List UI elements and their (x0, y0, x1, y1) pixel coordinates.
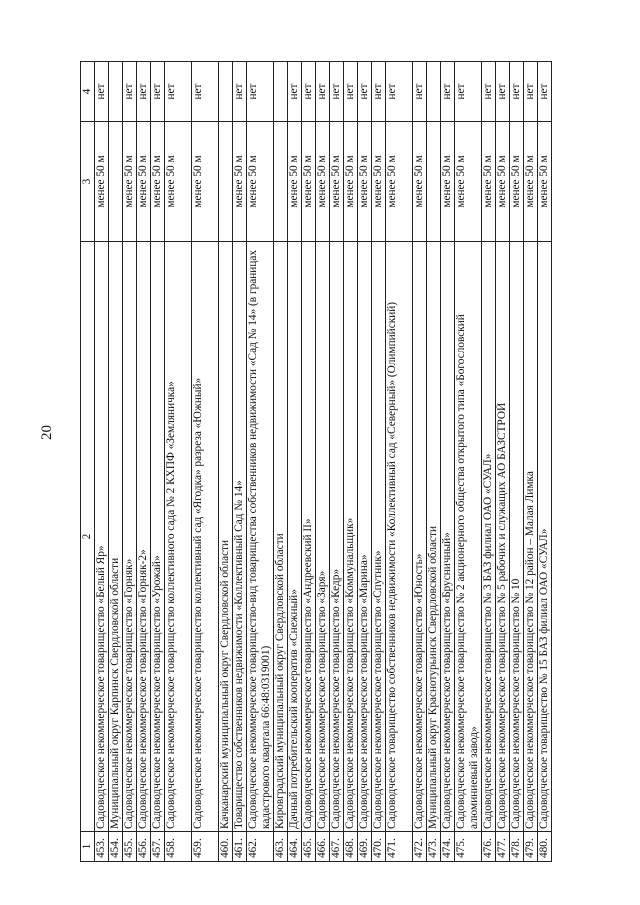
table-row (524, 62, 538, 862)
row-distance: менее 50 м (302, 122, 316, 242)
row-flag: нет (316, 62, 330, 122)
row-number: 470. (372, 832, 386, 862)
row-flag (109, 62, 123, 122)
row-name: Садоводческое некоммерческое товарищество № 10 (510, 242, 524, 832)
table-row (455, 62, 482, 862)
row-name: Садоводческое некоммерческое товарищество «Брусничный» (441, 242, 455, 832)
row-number: 455. (123, 832, 137, 862)
table-row (538, 62, 552, 862)
row-number: 472. (413, 832, 427, 862)
table-row (441, 62, 455, 862)
section-row (219, 62, 233, 862)
row-distance (219, 122, 233, 242)
row-number: 471. (386, 832, 413, 862)
table-row (413, 62, 427, 862)
table-row (137, 62, 151, 862)
row-distance: менее 50 м (151, 122, 165, 242)
row-number: 476. (482, 832, 496, 862)
table-row (302, 62, 316, 862)
row-distance: менее 50 м (455, 122, 482, 242)
row-flag: нет (482, 62, 496, 122)
row-flag: нет (151, 62, 165, 122)
row-flag: нет (358, 62, 372, 122)
row-flag: нет (330, 62, 344, 122)
row-flag: нет (455, 62, 482, 122)
row-name: Садоводческое некоммерческое товарищество коллективного сада № 2 КХПФ «Земляничка» (165, 242, 192, 832)
row-distance: менее 50 м (413, 122, 427, 242)
row-distance: менее 50 м (386, 122, 413, 242)
header-col-4: 4 (81, 62, 95, 122)
row-flag: нет (288, 62, 302, 122)
table-row (247, 62, 274, 862)
table-row (358, 62, 372, 862)
row-name: Садоводческое некоммерческое товарищество «Коммунальщик» (344, 242, 358, 832)
row-distance: менее 50 м (358, 122, 372, 242)
row-number: 460. (219, 832, 233, 862)
row-flag: нет (233, 62, 247, 122)
row-flag: нет (538, 62, 552, 122)
table-row (496, 62, 510, 862)
row-number: 465. (302, 832, 316, 862)
table-row (165, 62, 192, 862)
table-row (192, 62, 219, 862)
row-flag (427, 62, 441, 122)
table-row (123, 62, 137, 862)
row-name: Муниципальный округ Карпинск Свердловской области (109, 242, 123, 832)
row-name: Садоводческое некоммерческое товарищество «Белый Яр» (95, 242, 109, 832)
row-name: Садоводческое товарищество собственников недвижимости «Коллективный сад «Северный» (Олимпийский) (386, 242, 413, 832)
row-name: Садоводческое некоммерческое товарищество «Горняк» (123, 242, 137, 832)
row-flag: нет (386, 62, 413, 122)
row-number: 475. (455, 832, 482, 862)
row-number: 468. (344, 832, 358, 862)
row-name: Садоводческое некоммерческое товарищество № 12 район – Малая Лимка (524, 242, 538, 832)
row-distance: менее 50 м (524, 122, 538, 242)
row-distance: менее 50 м (510, 122, 524, 242)
table-row (316, 62, 330, 862)
row-flag: нет (95, 62, 109, 122)
row-flag: нет (510, 62, 524, 122)
row-number: 479. (524, 832, 538, 862)
row-flag: нет (441, 62, 455, 122)
row-number: 477. (496, 832, 510, 862)
row-distance: менее 50 м (288, 122, 302, 242)
row-flag: нет (302, 62, 316, 122)
row-name: Садоводческое некоммерческое товарищество «Юность» (413, 242, 427, 832)
row-number: 459. (192, 832, 219, 862)
row-distance: менее 50 м (192, 122, 219, 242)
row-number: 456. (137, 832, 151, 862)
row-distance: менее 50 м (482, 122, 496, 242)
row-number: 480. (538, 832, 552, 862)
row-distance: менее 50 м (344, 122, 358, 242)
table-row (288, 62, 302, 862)
row-name: Качканарский муниципальный округ Свердловской области (219, 242, 233, 832)
row-number: 466. (316, 832, 330, 862)
table-row (95, 62, 109, 862)
row-name: Садоводческое некоммерческое товарищество «Кедр» (330, 242, 344, 832)
table-row (344, 62, 358, 862)
row-name: Садоводческое некоммерческое товарищество-вид товарищества собственников недвижимости «Сад № 14» (в границах кадастрового квартала 66:48:0319001) (247, 242, 274, 832)
row-flag: нет (137, 62, 151, 122)
row-name: Садоводческое некоммерческое товарищество № 2 акционерного общества открытого типа «Богословский алюминиевый завод» (455, 242, 482, 832)
garden-partnerships-table (80, 61, 552, 862)
row-flag: нет (524, 62, 538, 122)
table-row (386, 62, 413, 862)
row-name: Садоводческое некоммерческое товарищество № 3 БАЗ филиал ОАО «СУАЛ» (482, 242, 496, 832)
row-number: 467. (330, 832, 344, 862)
row-number: 454. (109, 832, 123, 862)
section-row (109, 62, 123, 862)
row-number: 478. (510, 832, 524, 862)
row-flag: нет (372, 62, 386, 122)
row-distance: менее 50 м (316, 122, 330, 242)
row-name: Садоводческое некоммерческое товарищество «Марина» (358, 242, 372, 832)
row-distance: менее 50 м (95, 122, 109, 242)
row-name: Садоводческое некоммерческое товарищество № 5 рабочих и служащих АО БАЗСТРОЙ (496, 242, 510, 832)
row-flag: нет (496, 62, 510, 122)
row-distance: менее 50 м (441, 122, 455, 242)
row-distance: менее 50 м (496, 122, 510, 242)
row-flag (274, 62, 288, 122)
row-distance: менее 50 м (330, 122, 344, 242)
row-number: 474. (441, 832, 455, 862)
table-header-row (81, 62, 95, 862)
row-name: Садоводческое некоммерческое товарищество «Спутник» (372, 242, 386, 832)
header-col-2: 2 (81, 242, 95, 832)
row-flag: нет (123, 62, 137, 122)
row-flag: нет (247, 62, 274, 122)
row-number: 469. (358, 832, 372, 862)
row-distance: менее 50 м (538, 122, 552, 242)
row-number: 462. (247, 832, 274, 862)
row-name: Товарищество собственников недвижимости «Коллективный Сад № 14» (233, 242, 247, 832)
row-flag: нет (165, 62, 192, 122)
row-name: Садоводческое некоммерческое товарищество «Горняк-2» (137, 242, 151, 832)
header-col-3: 3 (81, 122, 95, 242)
header-col-1: 1 (81, 832, 95, 862)
row-name: Садоводческое товарищество № 15 БАЗ филиал ОАО «СУАЛ» (538, 242, 552, 832)
table-body (95, 62, 552, 862)
table-row (233, 62, 247, 862)
table-row (372, 62, 386, 862)
row-distance (427, 122, 441, 242)
row-name: Кировградский муниципальный округ Свердловской области (274, 242, 288, 832)
row-number: 461. (233, 832, 247, 862)
row-name: Садоводческое некоммерческое товарищество коллективный сад «Ягодка» разреза «Южный» (192, 242, 219, 832)
row-number: 464. (288, 832, 302, 862)
row-flag: нет (413, 62, 427, 122)
table-row (330, 62, 344, 862)
rotated-table-container (80, 62, 598, 862)
row-distance: менее 50 м (165, 122, 192, 242)
row-number: 463. (274, 832, 288, 862)
row-number: 458. (165, 832, 192, 862)
table-row (510, 62, 524, 862)
row-distance: менее 50 м (372, 122, 386, 242)
table-row (151, 62, 165, 862)
row-number: 457. (151, 832, 165, 862)
page-number: 20 (39, 425, 55, 440)
row-distance: менее 50 м (233, 122, 247, 242)
row-flag (219, 62, 233, 122)
row-flag: нет (192, 62, 219, 122)
row-name: Садоводческое некоммерческое товарищество «Заря» (316, 242, 330, 832)
row-distance (109, 122, 123, 242)
row-number: 473. (427, 832, 441, 862)
row-name: Дачный потребительский кооператив «Снежный» (288, 242, 302, 832)
row-distance: менее 50 м (137, 122, 151, 242)
row-name: Муниципальный округ Краснотурьинск Свердловской области (427, 242, 441, 832)
row-distance: менее 50 м (247, 122, 274, 242)
row-distance (274, 122, 288, 242)
section-row (427, 62, 441, 862)
row-name: Садоводческое некоммерческое товарищество «Андреевский II» (302, 242, 316, 832)
row-distance: менее 50 м (123, 122, 137, 242)
row-name: Садоводческое некоммерческое товарищество «Урожай» (151, 242, 165, 832)
row-number: 453. (95, 832, 109, 862)
table-row (482, 62, 496, 862)
section-row (274, 62, 288, 862)
row-flag: нет (344, 62, 358, 122)
